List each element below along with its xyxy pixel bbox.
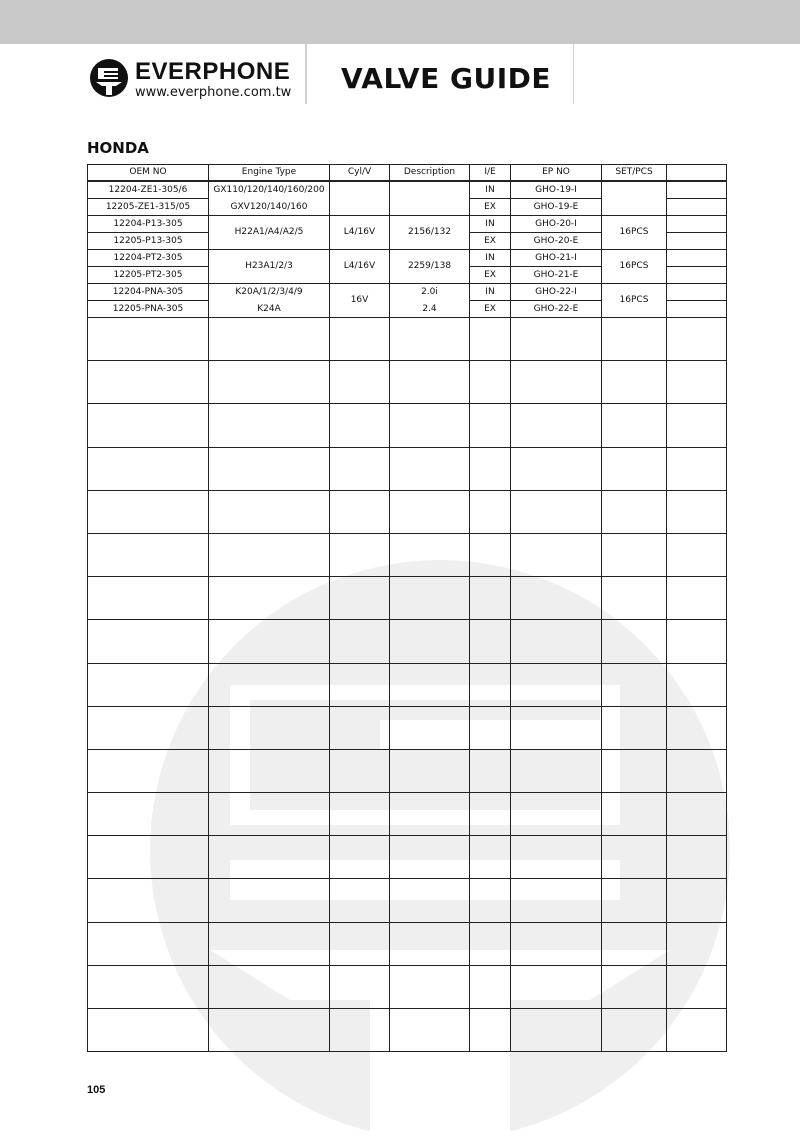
page-title: VALVE GUIDE	[341, 62, 551, 95]
table-cell	[390, 577, 470, 620]
table-cell	[470, 577, 511, 620]
table-cell	[88, 965, 209, 1008]
table-cell	[470, 1009, 511, 1052]
table-cell: GHO-19-E	[511, 199, 602, 216]
table-cell	[602, 181, 667, 216]
table-row	[88, 284, 727, 301]
table-cell	[330, 793, 390, 836]
table-cell: GHO-22-I	[511, 284, 602, 301]
empty-row	[88, 965, 727, 1008]
table-cell: 2259/138	[390, 250, 470, 284]
table-cell: IN	[470, 181, 511, 199]
table-cell	[88, 620, 209, 663]
column-header: EP NO	[511, 165, 602, 182]
table-cell: H23A1/2/3	[209, 250, 330, 284]
table-cell	[602, 318, 667, 361]
table-cell	[667, 250, 727, 267]
table-cell	[209, 404, 330, 447]
table-cell	[602, 577, 667, 620]
column-header: OEM NO	[88, 165, 209, 182]
brand-name: EVERPHONE	[135, 58, 291, 85]
table-cell	[470, 620, 511, 663]
table-cell	[511, 793, 602, 836]
empty-row	[88, 533, 727, 576]
table-row	[88, 250, 727, 267]
table-cell	[88, 836, 209, 879]
table-cell	[209, 447, 330, 490]
table-cell: 12205-PNA-305	[88, 301, 209, 318]
table-cell	[470, 663, 511, 706]
table-cell	[470, 490, 511, 533]
table-cell	[602, 922, 667, 965]
table-cell	[667, 749, 727, 792]
empty-row	[88, 706, 727, 749]
table-cell	[667, 577, 727, 620]
table-cell: L4/16V	[330, 216, 390, 250]
table-cell	[88, 663, 209, 706]
table-cell	[330, 663, 390, 706]
column-header: Description	[390, 165, 470, 182]
table-cell	[470, 793, 511, 836]
table-cell	[602, 965, 667, 1008]
table-cell	[209, 361, 330, 404]
table-cell	[390, 922, 470, 965]
table-cell	[209, 533, 330, 576]
table-cell	[390, 965, 470, 1008]
table-cell	[330, 361, 390, 404]
table-cell	[667, 199, 727, 216]
table-cell: L4/16V	[330, 250, 390, 284]
brand-url: www.everphone.com.tw	[135, 85, 292, 100]
column-header: Cyl/V	[330, 165, 390, 182]
table-cell	[511, 533, 602, 576]
table-cell: 12205-ZE1-315/05	[88, 199, 209, 216]
table-cell	[390, 447, 470, 490]
table-cell	[511, 361, 602, 404]
table-cell	[602, 706, 667, 749]
table-cell: 2156/132	[390, 216, 470, 250]
table-cell: 12204-ZE1-305/6	[88, 181, 209, 199]
empty-row	[88, 361, 727, 404]
table-cell	[602, 490, 667, 533]
table-cell	[667, 965, 727, 1008]
table-cell: EX	[470, 267, 511, 284]
table-cell	[209, 318, 330, 361]
table-cell	[667, 533, 727, 576]
table-cell	[390, 533, 470, 576]
table-cell	[511, 1009, 602, 1052]
valve-guide-table	[87, 164, 727, 1052]
table-cell	[602, 361, 667, 404]
table-cell: H22A1/A4/A2/5	[209, 216, 330, 250]
table-cell	[330, 836, 390, 879]
table-cell	[88, 879, 209, 922]
table-cell	[470, 404, 511, 447]
table-cell	[390, 404, 470, 447]
table-cell: GHO-19-I	[511, 181, 602, 199]
empty-row	[88, 447, 727, 490]
table-cell: IN	[470, 216, 511, 233]
table-cell	[511, 706, 602, 749]
table-cell	[330, 965, 390, 1008]
table-cell	[667, 301, 727, 318]
table-cell	[511, 447, 602, 490]
table-cell	[511, 663, 602, 706]
table-cell	[667, 181, 727, 199]
table-cell	[88, 447, 209, 490]
table-cell: GHO-22-E	[511, 301, 602, 318]
table-cell	[602, 663, 667, 706]
table-cell: 12205-P13-305	[88, 233, 209, 250]
table-cell	[667, 706, 727, 749]
table-cell	[667, 284, 727, 301]
table-cell	[330, 318, 390, 361]
table-cell	[511, 404, 602, 447]
table-cell	[511, 620, 602, 663]
table-cell: GHO-21-I	[511, 250, 602, 267]
table-cell: GHO-21-E	[511, 267, 602, 284]
table-cell	[511, 965, 602, 1008]
table-cell	[470, 922, 511, 965]
table-cell	[88, 533, 209, 576]
table-cell	[602, 836, 667, 879]
table-cell	[88, 361, 209, 404]
table-cell	[330, 1009, 390, 1052]
column-header: I/E	[470, 165, 511, 182]
table-cell	[209, 663, 330, 706]
table-cell	[209, 836, 330, 879]
table-cell	[209, 879, 330, 922]
table-cell: EX	[470, 301, 511, 318]
empty-row	[88, 490, 727, 533]
empty-row	[88, 749, 727, 792]
table-cell	[511, 922, 602, 965]
table-cell	[667, 620, 727, 663]
table-cell	[667, 404, 727, 447]
table-cell	[88, 793, 209, 836]
table-cell	[390, 1009, 470, 1052]
empty-row	[88, 793, 727, 836]
table-cell	[88, 577, 209, 620]
empty-row	[88, 404, 727, 447]
empty-row	[88, 836, 727, 879]
table-cell	[209, 1009, 330, 1052]
table-cell	[667, 216, 727, 233]
table-cell	[209, 922, 330, 965]
empty-row	[88, 620, 727, 663]
table-cell	[209, 577, 330, 620]
page-number: 105	[87, 1084, 106, 1096]
table-cell	[470, 749, 511, 792]
table-cell	[88, 706, 209, 749]
table-cell	[511, 879, 602, 922]
table-cell	[88, 749, 209, 792]
table-cell	[390, 490, 470, 533]
table-cell	[602, 879, 667, 922]
table-cell	[602, 793, 667, 836]
table-cell: 12204-P13-305	[88, 216, 209, 233]
table-cell	[511, 836, 602, 879]
table-cell	[667, 318, 727, 361]
table-cell	[470, 965, 511, 1008]
table-cell	[667, 836, 727, 879]
table-cell	[330, 490, 390, 533]
table-cell	[390, 361, 470, 404]
table-cell: GX110/120/140/160/200 GXV120/140/160	[209, 181, 330, 216]
table-cell	[330, 577, 390, 620]
table-cell: 12204-PNA-305	[88, 284, 209, 301]
table-cell	[390, 620, 470, 663]
table-cell	[602, 749, 667, 792]
table-cell	[330, 181, 390, 216]
table-cell	[602, 447, 667, 490]
empty-row	[88, 922, 727, 965]
table-cell	[390, 181, 470, 216]
table-cell	[209, 490, 330, 533]
table-cell: 2.0i 2.4	[390, 284, 470, 318]
table-cell: EX	[470, 199, 511, 216]
table-cell	[88, 490, 209, 533]
table-cell	[209, 749, 330, 792]
table-cell	[602, 1009, 667, 1052]
table-cell	[511, 490, 602, 533]
table-cell	[470, 879, 511, 922]
header-divider	[573, 44, 574, 104]
empty-row	[88, 318, 727, 361]
table-cell	[330, 620, 390, 663]
empty-row	[88, 663, 727, 706]
table-cell	[470, 836, 511, 879]
table-cell: 12204-PT2-305	[88, 250, 209, 267]
table-cell	[330, 533, 390, 576]
table-cell	[209, 965, 330, 1008]
table-cell: GHO-20-I	[511, 216, 602, 233]
table-cell: 12205-PT2-305	[88, 267, 209, 284]
table-cell: EX	[470, 233, 511, 250]
table-cell	[390, 879, 470, 922]
table-cell: IN	[470, 250, 511, 267]
table-cell: 16PCS	[602, 216, 667, 250]
top-bar	[0, 0, 800, 44]
empty-row	[88, 577, 727, 620]
table-cell	[511, 318, 602, 361]
table-cell	[602, 620, 667, 663]
table-cell	[330, 879, 390, 922]
table-cell	[209, 793, 330, 836]
table-cell	[330, 404, 390, 447]
table-cell	[470, 361, 511, 404]
column-header: SET/PCS	[602, 165, 667, 182]
table-cell	[330, 706, 390, 749]
table-cell: 16V	[330, 284, 390, 318]
table-cell	[390, 318, 470, 361]
empty-row	[88, 879, 727, 922]
table-cell	[88, 922, 209, 965]
table-cell	[667, 879, 727, 922]
table-cell	[209, 620, 330, 663]
table-cell	[390, 836, 470, 879]
column-header	[667, 165, 727, 182]
table-cell	[470, 447, 511, 490]
table-cell	[602, 404, 667, 447]
table-cell	[88, 318, 209, 361]
table-cell	[470, 533, 511, 576]
column-header: Engine Type	[209, 165, 330, 182]
table-cell	[667, 447, 727, 490]
table-cell	[511, 577, 602, 620]
table-cell: K20A/1/2/3/4/9 K24A	[209, 284, 330, 318]
table-cell: 16PCS	[602, 250, 667, 284]
everphone-logo-icon	[89, 58, 129, 98]
table-cell	[667, 233, 727, 250]
empty-row	[88, 1009, 727, 1052]
table-cell	[330, 922, 390, 965]
table-cell	[470, 318, 511, 361]
table-cell	[390, 706, 470, 749]
table-cell	[667, 490, 727, 533]
table-cell	[667, 361, 727, 404]
table-cell	[209, 706, 330, 749]
table-cell	[470, 706, 511, 749]
table-cell	[511, 749, 602, 792]
table-cell	[390, 663, 470, 706]
table-cell	[667, 922, 727, 965]
table-cell	[667, 1009, 727, 1052]
table-cell	[667, 663, 727, 706]
header-divider	[305, 44, 307, 104]
table-cell	[667, 793, 727, 836]
table-cell	[602, 533, 667, 576]
table-cell	[390, 793, 470, 836]
table-cell	[88, 1009, 209, 1052]
table-row	[88, 181, 727, 199]
table-cell	[88, 404, 209, 447]
table-cell	[390, 749, 470, 792]
table-cell: 16PCS	[602, 284, 667, 318]
table-row	[88, 216, 727, 233]
table-cell: GHO-20-E	[511, 233, 602, 250]
table-cell	[330, 749, 390, 792]
table-cell	[667, 267, 727, 284]
table-cell	[330, 447, 390, 490]
table-cell: IN	[470, 284, 511, 301]
section-heading: HONDA	[87, 139, 149, 157]
